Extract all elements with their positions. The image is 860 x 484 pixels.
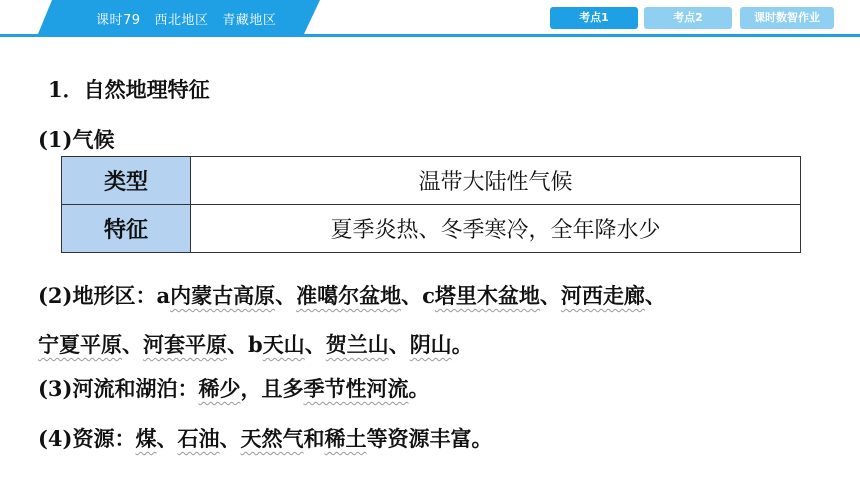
text-fragment: c bbox=[422, 283, 435, 308]
text-fragment: 、 bbox=[539, 283, 561, 308]
keyword-underlined: 天然气 bbox=[240, 426, 304, 451]
keyword-underlined: 天山 bbox=[262, 332, 305, 357]
terrain-line-2 bbox=[38, 329, 473, 359]
rivers-prefix: (3)河流和湖泊： bbox=[38, 376, 199, 401]
keyword-underlined: 石油 bbox=[177, 426, 220, 451]
tab-kaodian-1[interactable]: 考点1 bbox=[550, 7, 638, 29]
terrain-items-2 bbox=[38, 332, 473, 357]
text-fragment: 。 bbox=[451, 332, 473, 357]
text-fragment: 、 bbox=[219, 426, 241, 451]
climate-type-head: 类型 bbox=[62, 157, 191, 205]
section-title: 1．自然地理特征 bbox=[48, 77, 210, 102]
resources-items bbox=[135, 426, 492, 451]
terrain-line-1 bbox=[38, 280, 666, 310]
text-fragment: ，且多 bbox=[240, 376, 304, 401]
text-fragment: 、 bbox=[304, 332, 326, 357]
text-fragment: 和 bbox=[303, 426, 325, 451]
text-fragment: 等资源丰富。 bbox=[366, 426, 493, 451]
text-fragment: 、 bbox=[388, 332, 410, 357]
tab-homework[interactable]: 课时数智作业 bbox=[740, 7, 834, 29]
keyword-underlined: 季节性河流 bbox=[303, 376, 409, 401]
text-fragment: 、 bbox=[275, 283, 297, 308]
region-qingzang: 青藏地区 bbox=[222, 13, 277, 28]
text-fragment: 、 bbox=[401, 283, 423, 308]
keyword-underlined: 阴山 bbox=[409, 332, 452, 357]
terrain-items-1 bbox=[156, 283, 665, 308]
keyword-underlined: 塔里木盆地 bbox=[434, 283, 540, 308]
keyword-underlined: 宁夏平原 bbox=[38, 332, 122, 357]
keyword-underlined: 煤 bbox=[135, 426, 157, 451]
lesson-title bbox=[96, 9, 276, 28]
climate-feature-value: 夏季炎热、冬季寒冷，全年降水少 bbox=[191, 205, 801, 253]
climate-row-feature bbox=[62, 205, 801, 253]
lesson-number: 课时79 bbox=[96, 13, 141, 28]
climate-row-type bbox=[62, 157, 801, 205]
keyword-underlined: 准噶尔盆地 bbox=[296, 283, 402, 308]
text-fragment: 、 bbox=[122, 332, 143, 357]
keyword-underlined: 河西走廊 bbox=[560, 283, 645, 308]
text-fragment: a bbox=[156, 283, 171, 308]
climate-feature-head: 特征 bbox=[62, 205, 191, 253]
text-fragment: 、 bbox=[156, 426, 178, 451]
text-fragment: 。 bbox=[408, 376, 430, 401]
keyword-underlined: 稀土 bbox=[324, 426, 367, 451]
climate-table bbox=[61, 156, 801, 253]
resources-prefix: (4)资源： bbox=[38, 426, 136, 451]
terrain-prefix: (2)地形区： bbox=[38, 283, 157, 308]
keyword-underlined: 内蒙古高原 bbox=[170, 283, 276, 308]
keyword-underlined: 稀少 bbox=[198, 376, 241, 401]
climate-label: (1)气候 bbox=[38, 127, 115, 152]
region-northwest: 西北地区 bbox=[154, 13, 209, 28]
text-fragment: b bbox=[248, 332, 263, 357]
keyword-underlined: 河套平原 bbox=[143, 332, 227, 357]
tab-kaodian-2[interactable]: 考点2 bbox=[644, 7, 732, 29]
rivers-line bbox=[38, 373, 429, 403]
climate-type-value: 温带大陆性气候 bbox=[191, 157, 801, 205]
rivers-items bbox=[198, 376, 429, 401]
text-fragment: 、 bbox=[644, 283, 666, 308]
text-fragment: 、 bbox=[227, 332, 248, 357]
header-rule bbox=[0, 34, 860, 37]
resources-line bbox=[38, 423, 492, 453]
keyword-underlined: 贺兰山 bbox=[325, 332, 389, 357]
